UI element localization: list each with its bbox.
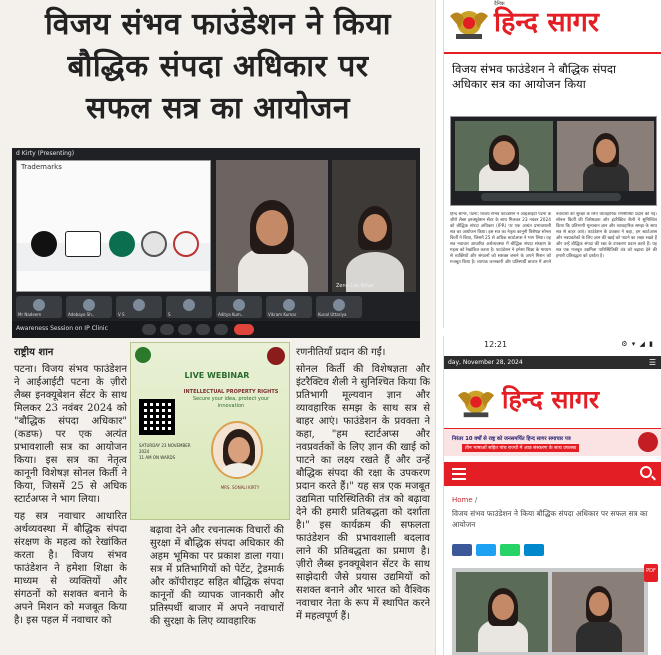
participant-tile: Adebayo Sh..	[66, 296, 112, 318]
headline-line-2: बौद्धिक संपदा अधिकार पर	[67, 49, 369, 84]
clipping-headline	[0, 4, 436, 130]
captions-icon	[178, 324, 192, 335]
participant-tile: V S	[116, 296, 162, 318]
date-text: day, November 28, 2024	[448, 359, 523, 366]
masthead-divider	[444, 52, 661, 54]
tagline-line-1: निरंतर 10 वर्षों से राष्ट्र को जनसमर्पित हिन्द सागर समाचार पत्र	[452, 436, 571, 442]
breadcrumb-home-link[interactable]: Home	[452, 496, 473, 504]
mic-icon	[142, 324, 156, 335]
paragraph: पटना। विजय संभव फाउंडेशन ने आईआईटी पटना के ज़ीरो लैब्स इनक्यूबेशन सेंटर के साथ मिलकर 23 नवंबर 2024 को "बौद्धिक संपदा अधिकार" (कडफ) पर एक अत्यंत प्रभावशाली सत्र का आयोजन किया। इस सत्र का नेतृत्व कानूनी विशेषज्ञ सोनल किर्ती ने किया, जिसमें 25 से अधिक स्टार्टअप्स ने भाग लिया।	[14, 364, 127, 505]
participant-tile: Mr Nadeem	[16, 296, 62, 318]
presenter-label: d Kirty (Presenting)	[16, 150, 75, 157]
participant-video	[332, 160, 416, 292]
masthead-title: हिन्द सागर	[494, 7, 599, 38]
share-bar	[452, 544, 652, 558]
present-icon	[214, 324, 228, 335]
trademark-logo-icon	[31, 231, 57, 257]
nav-bar	[444, 462, 661, 486]
participant-tile: Aditya Kum..	[216, 296, 262, 318]
article-column-1	[14, 346, 127, 652]
tagline-banner	[444, 428, 661, 456]
meeting-photo	[450, 116, 657, 206]
trademark-logo-icon	[173, 231, 199, 257]
participant-tile: Kunal Uttariya	[316, 296, 362, 318]
speaker-photo	[211, 421, 263, 479]
camera-icon	[160, 324, 174, 335]
tagline-line-2: तीन भाषाओं सहित पांच राज्यों में आठ संस्करण के साथ उपलब्ध	[462, 444, 579, 452]
search-icon[interactable]	[640, 466, 652, 478]
article-title: विजय संभव फाउंडेशन ने किया बौद्धिक संपदा अधिकार पर सफल सत्र का आयोजन	[452, 509, 648, 529]
paragraph: रणनीतियाँ प्रदान की गईं।	[296, 347, 386, 358]
speaker-video	[216, 160, 328, 292]
site-masthead[interactable]	[444, 380, 661, 426]
mobile-news-screenshot	[443, 336, 661, 655]
breadcrumb	[452, 496, 477, 504]
paragraph: यह सत्र नवाचार आधारित अर्थव्यवस्था में बौद्धिक संपदा संरक्षण के महत्व को रेखांकित करता है। विजय संभव फाउंडेशन ने हमेशा शिक्षा के माध्यम से व्यक्तियों और संगठनों को सशक्त बनाने के अपने मिशन को मजबूत किया है। इस पहल में नवाचार को	[14, 511, 127, 626]
column-byline: राष्ट्रीय शान	[14, 347, 54, 358]
status-icons: ⚙ ▾ ◢ ▮	[621, 340, 654, 348]
masthead	[444, 0, 661, 50]
end-call-icon	[234, 324, 254, 335]
headline-line-1: विजय संभव फाउंडेशन ने किया	[44, 7, 391, 42]
twitter-share-icon[interactable]	[476, 544, 496, 556]
slide-title: Trademarks	[21, 163, 62, 171]
webinar-poster	[130, 342, 290, 520]
iit-logo-icon	[267, 347, 285, 365]
session-label: Awareness Session on IP Clinic	[16, 325, 108, 332]
hamburger-icon[interactable]	[452, 468, 466, 480]
right-newspaper-clipping	[443, 0, 661, 328]
participant-name: Zeno Lab Bihar	[336, 283, 375, 289]
paragraph: सोनल किर्ती की विशेषज्ञता और इंटरैक्टिव शैली ने सुनिश्चित किया कि प्रतिभागी मूल्यवान ज्ञान और व्यावहारिक समझ के साथ सत्र से बाहर आएं। फाउंडेशन के प्रवक्ता ने कहा, "हम स्टार्टअप्स और नवप्रवर्तकों के लिए ज्ञान की खाई को पाटने का लक्ष्य रखते हैं और उन्हें बौद्धिक संपदा की रक्षा के उपकरण प्रदान करते हैं।" यह सत्र एक मजबूत उद्यमिता पारिस्थितिकी तंत्र को बढ़ावा देने की हमारी प्रतिबद्धता को दर्शाता है।" इस कार्यक्रम की सफलता फाउंडेशन की प्रभावशाली बदलाव लाने की प्रतिबद्धता का प्रमाण है। ज़ीरो लैब्स इनक्यूबेशन सेंटर के साथ साझेदारी जैसे प्रयास उद्यमियों को सशक्त बनाने और भारत को वैश्विक नवाचार नेता के रूप में स्थापित करने में महत्वपूर्ण हैं।	[296, 364, 430, 622]
telegram-share-icon[interactable]	[524, 544, 544, 556]
article-body: हिन्द सागर, पटना: विजय संभव फाउंडेशन ने आईआईटी पटना के ज़ीरो लैब्स इनक्यूबेशन सेंटर के साथ मिलकर 23 नवंबर 2024 को बौद्धिक संपदा अधिकार (IPR) पर एक अत्यंत प्रभावशाली सत्र का आयोजन किया। इस सत्र का नेतृत्व कानूनी विशेषज्ञ सोनल किर्ती ने किया, जिसमें 25 से अधिक स्टार्टअप्स ने भाग लिया। यह सत्र नवाचार आधारित अर्थव्यवस्था में बौद्धिक संपदा संरक्षण के महत्व को रेखांकित करता है। फाउंडेशन ने हमेशा शिक्षा के माध्यम से व्यक्तियों और संगठनों को सशक्त बनाने के अपने मिशन को मजबूत किया है। व्यापक जानकारी और प्रतिस्पर्धी बाजार में अपने नवाचारों की सुरक्षा के लिए व्यावहारिक रणनीतियाँ प्रदान की गईं। सोनल किर्ती की विशेषज्ञता और इंटरैक्टिव शैली ने सुनिश्चित किया कि प्रतिभागी मूल्यवान ज्ञान और व्यावहारिक समझ के साथ सत्र से बाहर आएं। फाउंडेशन के प्रवक्ता ने कहा, हम स्टार्टअप्स और नवप्रवर्तकों के लिए ज्ञान की खाई को पाटने का लक्ष्य रखते हैं और उन्हें बौद्धिक संपदा की रक्षा के उपकरण प्रदान करते हैं। यह सत्र एक मजबूत उद्यमिता पारिस्थितिकी तंत्र को बढ़ावा देने की हमारी प्रतिबद्धता को दर्शाता है।	[450, 212, 657, 265]
headline-line-3: सफल सत्र का आयोजन	[86, 91, 350, 126]
poster-date: SATURDAY 23 NOVEMBER 2024 11 AM ON WARDS	[139, 443, 191, 460]
paragraph: बढ़ावा देने और रचनात्मक विचारों की सुरक्षा में बौद्धिक संपदा अधिकार की अहम भूमिका पर प्रकाश डाला गया। सत्र में प्रतिभागियों को पेटेंट, ट्रेडमार्क और कॉपीराइट सहित बौद्धिक संपदा कानूनों की व्यापक जानकारी और प्रतिस्पर्धी बाजार में अपने नवाचारों की सुरक्षा के लिए व्यावहारिक	[150, 525, 284, 627]
poster-title: LIVE WEBINAR	[184, 371, 250, 380]
status-time: 12:21	[484, 340, 508, 349]
raise-hand-icon	[196, 324, 210, 335]
whatsapp-share-icon[interactable]	[500, 544, 520, 556]
status-bar	[444, 336, 661, 354]
article-headline: विजय संभव फाउंडेशन ने बौद्धिक संपदा अधिकार सत्र का आयोजन किया	[452, 62, 616, 91]
participant-tile: Vikram Kumar	[266, 296, 312, 318]
emblem-icon	[456, 384, 496, 420]
menu-icon[interactable]: ☰	[648, 358, 656, 367]
pdf-icon[interactable]: PDF	[644, 564, 658, 582]
date-bar	[444, 356, 661, 369]
article-photo	[452, 568, 648, 655]
breadcrumb-separator: /	[472, 496, 478, 504]
facebook-share-icon[interactable]	[452, 544, 472, 556]
video-meeting-photo	[12, 148, 420, 338]
trademark-logo-icon	[65, 231, 101, 257]
site-title: हिन्द सागर	[502, 385, 600, 414]
article-column-3	[296, 346, 430, 652]
badge-logo-icon	[638, 432, 658, 452]
participant-tile: S	[166, 296, 212, 318]
participant-tiles	[16, 296, 416, 318]
emblem-icon	[448, 4, 490, 42]
presentation-slide	[16, 160, 211, 292]
trademark-logo-icon	[109, 231, 135, 257]
masthead-prefix: दैनिक	[494, 1, 505, 7]
trademark-logo-icon	[141, 231, 167, 257]
article-column-2	[150, 524, 284, 652]
speaker-caption: MRS. SONALI KIRTY	[220, 485, 260, 490]
meeting-control-bar	[12, 321, 420, 338]
qr-code-icon	[139, 399, 175, 435]
poster-subtitle: INTELLECTUAL PROPERTY RIGHTS Secure your idea, protect your innovation	[183, 389, 279, 409]
foundation-logo-icon	[135, 347, 151, 363]
